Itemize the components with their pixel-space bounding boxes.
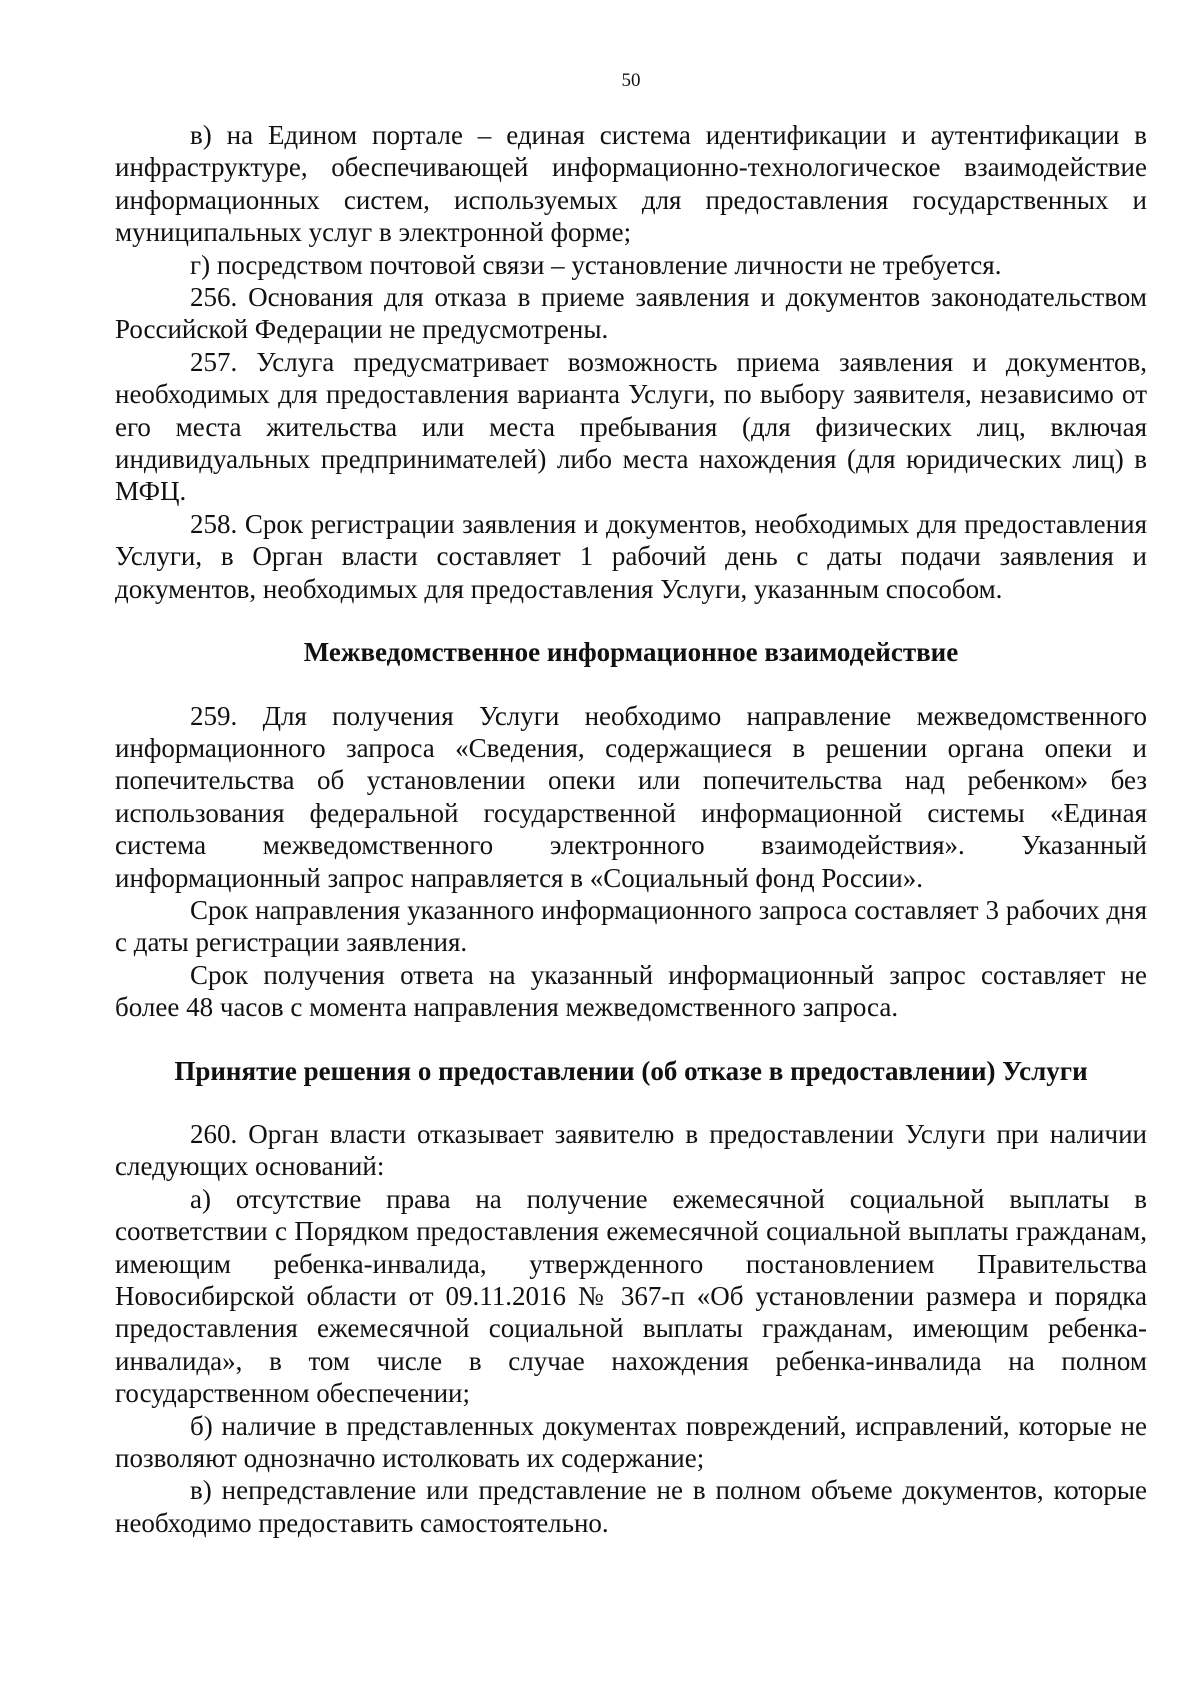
spacer	[115, 1087, 1147, 1118]
document-body	[115, 119, 1147, 1539]
spacer	[115, 1024, 1147, 1055]
spacer	[115, 669, 1147, 700]
paragraph-response-deadline: Срок получения ответа на указанный информационный запрос составляет не более 48 часов с момента направления межведомственного запроса.	[115, 959, 1147, 1023]
paragraph-258: 258. Срок регистрации заявления и документов, необходимых для предоставления Услуги, в Орган власти составляет 1 рабочий день с даты подачи заявления и документов, необходимых для предоставления Услуги, указанным способом.	[115, 508, 1147, 604]
paragraph-260: 260. Орган власти отказывает заявителю в предоставлении Услуги при наличии следующих оснований:	[115, 1118, 1147, 1182]
paragraph-256: 256. Основания для отказа в приеме заявления и документов законодательством Российской Федерации не предусмотрены.	[115, 282, 1147, 345]
paragraph-item-b: б) наличие в представленных документах повреждений, исправлений, которые не позволяют однозначно истолковать их содержание;	[115, 1410, 1147, 1474]
section-heading-decision: Принятие решения о предоставлении (об отказе в предоставлении) Услуги	[174, 1055, 1088, 1086]
paragraph-request-deadline: Срок направления указанного информационного запроса составляет 3 рабочих дня с даты регистрации заявления.	[115, 894, 1147, 958]
paragraph-257: 257. Услуга предусматривает возможность приема заявления и документов, необходимых для предоставления варианта Услуги, по выбору заявителя, независимо от его места жительства или места пребывания (для физических лиц, включая индивидуальных предпринимателей) либо места нахождения (для юридических лиц) в МФЦ.	[115, 346, 1147, 507]
page-number: 50	[621, 70, 641, 91]
section-heading-interagency: Межведомственное информационное взаимодействие	[303, 637, 959, 668]
paragraph-item-v2: в) непредставление или представление не в полном объеме документов, которые необходимо предоставить самостоятельно.	[115, 1475, 1147, 1538]
paragraph-item-v: в) на Едином портале – единая система идентификации и аутентификации в инфраструктуре, обеспечивающей информационно-технологическое взаимодействие информационных систем, используемых для предоставления государственных и муниципальных услуг в электронной форме;	[115, 120, 1147, 248]
paragraph-item-a: а) отсутствие права на получение ежемесячной социальной выплаты в соответствии с Порядком предоставления ежемесячной социальной выплаты гражданам, имеющим ребенка-инвалида, утвержденного постановлением Правительства Новосибирской области от 09.11.2016 № 367-п «Об установлении размера и порядка предоставления ежемесячной социальной выплаты гражданам, имеющим ребенка-инвалида», в том числе в случае нахождения ребенка-инвалида на полном государственном обеспечении;	[115, 1183, 1147, 1409]
spacer	[115, 605, 1147, 636]
paragraph-item-g: г) посредством почтовой связи – установление личности не требуется.	[190, 249, 1002, 280]
paragraph-259: 259. Для получения Услуги необходимо направление межведомственного информационного запроса «Сведения, содержащиеся в решении органа опеки и попечительства об установлении опеки или попечительства над ребенком» без использования федеральной государственной информационной системы «Единая система межведомственного электронного взаимодействия». Указанный информационный запрос направляется в «Социальный фонд России».	[115, 700, 1147, 893]
